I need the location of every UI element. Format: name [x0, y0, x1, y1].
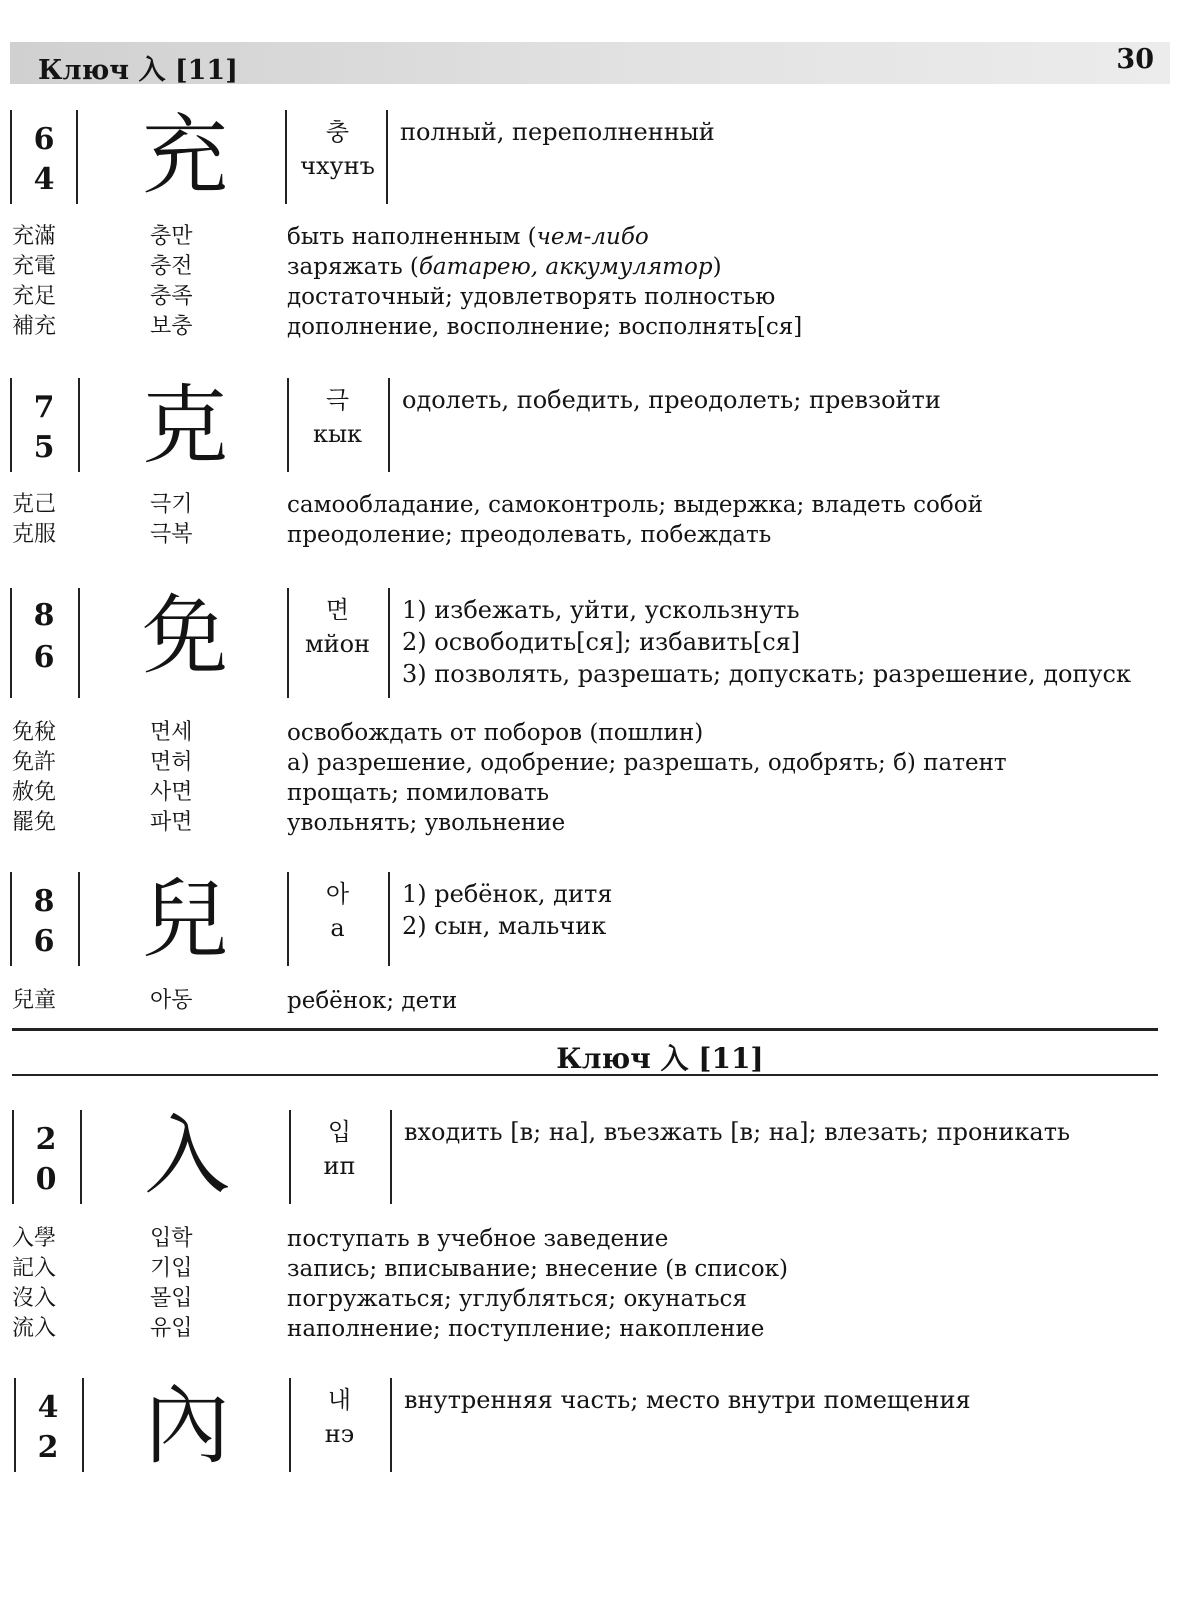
- compound-row: [0, 718, 1182, 748]
- compound-row: [0, 1314, 1182, 1344]
- divider: [388, 378, 390, 472]
- hangul-reading: 극: [325, 386, 350, 414]
- remaining-stroke-count: 4: [33, 162, 55, 197]
- compound-meaning: преодоление; преодолевать, побеждать: [287, 522, 772, 548]
- compound-hangul: 충만: [150, 224, 193, 249]
- entry-ip: [0, 1106, 1182, 1206]
- hangul-reading: 입: [327, 1118, 352, 1146]
- radical-stroke-count: 4: [37, 1390, 59, 1425]
- radical-stroke-count: 6: [33, 122, 55, 157]
- compound-row: [0, 520, 1182, 550]
- hangul-reading: 내: [327, 1386, 352, 1414]
- entry-myeon: [0, 588, 1182, 698]
- compound-meaning: достаточный; удовлетворять полностью: [287, 284, 776, 310]
- meaning-line: 2) освободить[ся]; избавить[ся]: [402, 628, 801, 656]
- radical-stroke-count: 8: [33, 598, 55, 633]
- meaning-line: полный, переполненный: [400, 118, 715, 146]
- divider: [388, 588, 390, 698]
- cyrillic-reading: нэ: [324, 1420, 355, 1448]
- radical-stroke-count: 2: [35, 1122, 57, 1157]
- meaning-line: 1) избежать, уйти, ускользнуть: [402, 596, 800, 624]
- divider: [80, 1110, 82, 1204]
- compound-hangul: 기입: [150, 1256, 193, 1281]
- divider: [287, 378, 289, 472]
- compound-row: [0, 986, 1182, 1016]
- compound-meaning: погружаться; углубляться; окунаться: [287, 1286, 747, 1312]
- compound-hangul: 입학: [150, 1226, 193, 1251]
- meaning-line: 3) позволять, разрешать; допускать; разрешение, допуск: [402, 660, 1131, 688]
- compound-hangul: 극복: [150, 522, 193, 547]
- entry-keuk: [0, 376, 1182, 476]
- compound-meaning: дополнение, восполнение; восполнять[ся]: [287, 314, 803, 340]
- entry-chung: [0, 106, 1182, 206]
- divider: [386, 110, 388, 204]
- compound-meaning: запись; вписывание; внесение (в список): [287, 1256, 788, 1282]
- compound-row: [0, 222, 1182, 252]
- compound-hangul: 충전: [150, 254, 193, 279]
- section-title: Ключ 入 [11]: [556, 1042, 764, 1075]
- compound-meaning: заряжать (батарею, аккумулятор): [287, 254, 722, 280]
- remaining-stroke-count: 6: [33, 924, 55, 959]
- compound-hanja: 流入: [12, 1316, 57, 1341]
- cyrillic-reading: ип: [323, 1152, 356, 1180]
- hanja-character: 內: [144, 1376, 230, 1476]
- header-title: Ключ 入 [11]: [38, 55, 238, 86]
- compound-note: батарею, аккумулятор: [418, 254, 713, 280]
- compound-hanja: 罷免: [12, 810, 57, 835]
- divider: [285, 110, 287, 204]
- hangul-reading: 아: [325, 880, 350, 908]
- compound-hanja: 充滿: [12, 224, 57, 249]
- compound-hanja: 補充: [12, 314, 57, 339]
- radical-stroke-count: 7: [33, 390, 55, 425]
- divider: [12, 1110, 14, 1204]
- entry-a: [0, 870, 1182, 970]
- compound-row: [0, 1254, 1182, 1284]
- compound-row: [0, 282, 1182, 312]
- hangul-reading: 면: [325, 596, 350, 624]
- compound-hanja: 充足: [12, 284, 57, 309]
- compound-list: [0, 222, 1182, 342]
- compound-hanja: 克服: [12, 522, 57, 547]
- compound-hanja: 入學: [12, 1226, 57, 1251]
- compound-hangul: 아동: [150, 988, 193, 1013]
- compound-meaning: увольнять; увольнение: [287, 810, 566, 836]
- page-header: [10, 42, 1170, 84]
- divider: [10, 588, 12, 698]
- compound-list: [0, 718, 1182, 838]
- divider: [78, 588, 80, 698]
- divider: [390, 1378, 392, 1472]
- cyrillic-reading: а: [330, 914, 345, 942]
- entry-nae: [0, 1376, 1182, 1476]
- radical-stroke-count: 8: [33, 884, 55, 919]
- divider: [390, 1110, 392, 1204]
- compound-hanja: 記入: [12, 1256, 57, 1281]
- compound-row: [0, 808, 1182, 838]
- compound-list: [0, 490, 1182, 550]
- divider: [289, 1110, 291, 1204]
- meaning-line: внутренняя часть; место внутри помещения: [404, 1386, 971, 1414]
- hanja-character: 克: [142, 376, 228, 476]
- compound-hangul: 보충: [150, 314, 193, 339]
- divider: [287, 588, 289, 698]
- meaning-line: одолеть, победить, преодолеть; превзойти: [402, 386, 941, 414]
- compound-hangul: 극기: [150, 492, 193, 517]
- compound-hangul: 충족: [150, 284, 193, 309]
- divider: [76, 110, 78, 204]
- compound-meaning: освобождать от поборов (пошлин): [287, 720, 704, 746]
- compound-row: [0, 778, 1182, 808]
- compound-meaning: быть наполненным (чем-либо: [287, 224, 649, 250]
- hanja-character: 免: [142, 586, 228, 686]
- compound-hanja: 充電: [12, 254, 57, 279]
- compound-hanja: 沒入: [12, 1286, 57, 1311]
- divider: [289, 1378, 291, 1472]
- cyrillic-reading: мйон: [304, 630, 371, 658]
- compound-hangul: 유입: [150, 1316, 193, 1341]
- compound-hangul: 면세: [150, 720, 193, 745]
- compound-row: [0, 1224, 1182, 1254]
- compound-meaning: прощать; помиловать: [287, 780, 550, 806]
- compound-row: [0, 748, 1182, 778]
- remaining-stroke-count: 0: [35, 1162, 57, 1197]
- compound-row: [0, 312, 1182, 342]
- compound-hangul: 파면: [150, 810, 193, 835]
- divider: [388, 872, 390, 966]
- cyrillic-reading: чхунъ: [300, 152, 375, 180]
- divider: [78, 378, 80, 472]
- compound-hanja: 免許: [12, 750, 57, 775]
- section-header: [12, 1028, 1158, 1076]
- compound-hangul: 면허: [150, 750, 193, 775]
- compound-note: чем-либо: [536, 224, 649, 250]
- compound-meaning: наполнение; поступление; накопление: [287, 1316, 765, 1342]
- hanja-character: 充: [142, 106, 228, 206]
- compound-hangul: 몰입: [150, 1286, 193, 1311]
- meaning-line: 2) сын, мальчик: [402, 912, 607, 940]
- compound-list: [0, 1224, 1182, 1344]
- remaining-stroke-count: 6: [33, 640, 55, 675]
- compound-meaning: а) разрешение, одобрение; разрешать, одобрять; б) патент: [287, 750, 1007, 776]
- divider: [14, 1378, 16, 1472]
- divider: [78, 872, 80, 966]
- divider: [10, 378, 12, 472]
- compound-meaning: ребёнок; дети: [287, 988, 458, 1014]
- hanja-character: 兒: [142, 870, 228, 970]
- divider: [10, 872, 12, 966]
- page-number: 30: [1116, 44, 1154, 75]
- meaning-line: входить [в; на], въезжать [в; на]; влезать; проникать: [404, 1118, 1071, 1146]
- divider: [287, 872, 289, 966]
- compound-hanja: 克己: [12, 492, 57, 517]
- compound-hanja: 免稅: [12, 720, 57, 745]
- compound-list: [0, 986, 1182, 1016]
- compound-row: [0, 1284, 1182, 1314]
- compound-hangul: 사면: [150, 780, 193, 805]
- compound-meaning: поступать в учебное заведение: [287, 1226, 669, 1252]
- meaning-line: 1) ребёнок, дитя: [402, 880, 613, 908]
- compound-row: [0, 490, 1182, 520]
- compound-hanja: 赦免: [12, 780, 57, 805]
- remaining-stroke-count: 5: [33, 430, 55, 465]
- cyrillic-reading: кык: [312, 420, 363, 448]
- compound-row: [0, 252, 1182, 282]
- compound-meaning: самообладание, самоконтроль; выдержка; владеть собой: [287, 492, 983, 518]
- hanja-character: 入: [144, 1106, 230, 1206]
- compound-hanja: 兒童: [12, 988, 57, 1013]
- divider: [10, 110, 12, 204]
- hangul-reading: 충: [325, 118, 350, 146]
- divider: [82, 1378, 84, 1472]
- remaining-stroke-count: 2: [37, 1430, 59, 1465]
